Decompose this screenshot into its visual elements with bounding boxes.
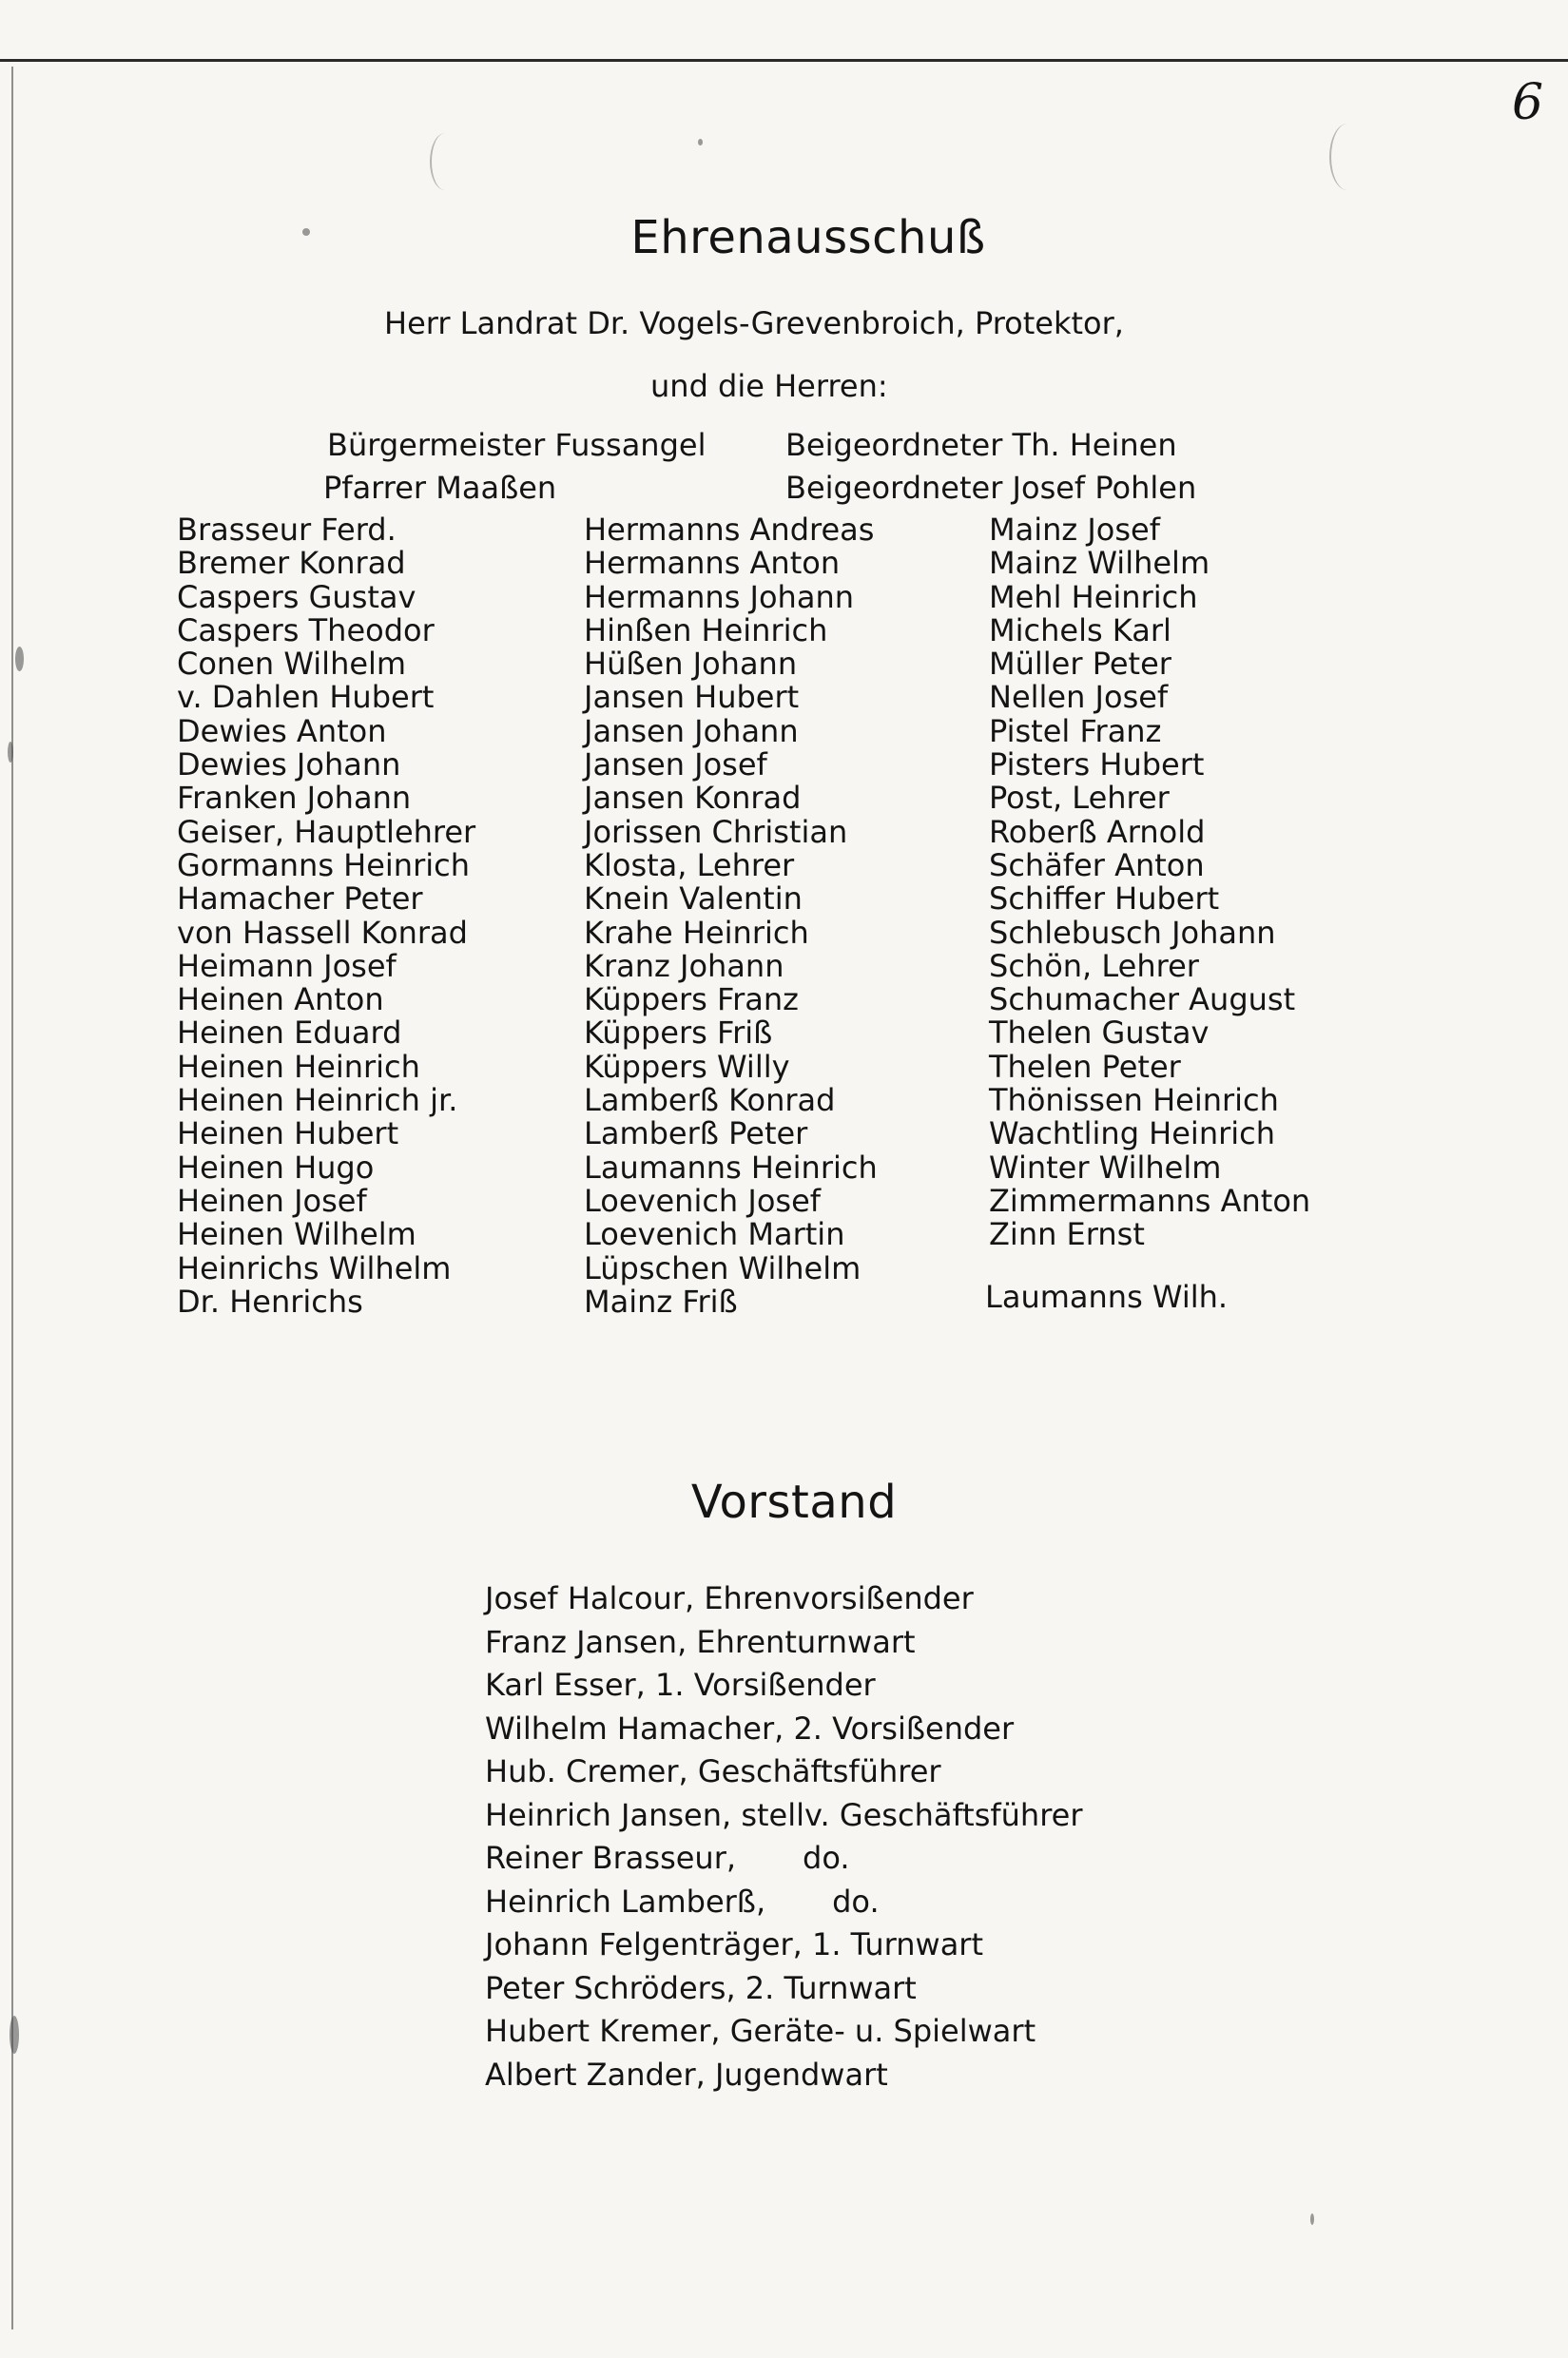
member-column-3 bbox=[989, 513, 1310, 1252]
member-name: Krahe Heinrich bbox=[584, 914, 809, 951]
member-name: Conen Wilhelm bbox=[177, 646, 407, 683]
member-name: Hamacher Peter bbox=[177, 880, 423, 918]
board-list bbox=[485, 1577, 1083, 2097]
dignitary: Bürgermeister Fussangel bbox=[327, 427, 707, 463]
member-name: Mehl Heinrich bbox=[989, 578, 1198, 615]
member-name: Heinen Wilhelm bbox=[177, 1216, 416, 1253]
board-member-name: Heinrich Lamberß, bbox=[485, 1883, 766, 1920]
member-name: von Hassell Konrad bbox=[177, 914, 468, 951]
member-name: Müller Peter bbox=[989, 646, 1171, 683]
member-name: Küppers Friß bbox=[584, 1015, 773, 1052]
member-name: Hermanns Anton bbox=[584, 545, 841, 582]
member-name: Mainz Josef bbox=[989, 512, 1160, 548]
member-name: Heinen Hubert bbox=[177, 1115, 399, 1152]
board-member-role: 2. Vorsißender bbox=[793, 1710, 1015, 1747]
board-title: Vorstand bbox=[690, 1476, 898, 1529]
member-name: Hinßen Heinrich bbox=[584, 611, 828, 648]
member-name: Knein Valentin bbox=[584, 880, 803, 918]
board-member-role: 1. Turnwart bbox=[811, 1926, 983, 1962]
member-name: Schön, Lehrer bbox=[989, 947, 1199, 984]
left-edge-rule bbox=[11, 67, 13, 2329]
page-number: 6 bbox=[1512, 74, 1544, 131]
member-name: Küppers Franz bbox=[584, 981, 799, 1018]
board-member-name: Josef Halcour, bbox=[485, 1580, 695, 1616]
member-name: Schäfer Anton bbox=[989, 846, 1205, 883]
board-member bbox=[485, 1664, 1083, 1708]
board-member bbox=[485, 1577, 1083, 1621]
member-name: Schlebusch Johann bbox=[989, 914, 1276, 951]
member-name: Jansen Hubert bbox=[584, 679, 800, 716]
dignitary: Pfarrer Maaßen bbox=[323, 470, 557, 506]
scan-arc bbox=[430, 133, 460, 190]
board-member-role: Geräte- u. Spielwart bbox=[729, 2013, 1036, 2049]
board-member bbox=[485, 1794, 1083, 1838]
board-member bbox=[485, 1621, 1083, 1665]
member-name: Zinn Ernst bbox=[989, 1216, 1145, 1253]
member-name: Thönissen Heinrich bbox=[989, 1082, 1279, 1119]
protector-line: Herr Landrat Dr. Vogels-Grevenbroich, Protektor, bbox=[384, 305, 1124, 341]
member-name: Brasseur Ferd. bbox=[177, 512, 397, 548]
board-member bbox=[485, 1881, 1083, 1924]
member-name: Wachtling Heinrich bbox=[989, 1115, 1276, 1152]
board-member bbox=[485, 2054, 1083, 2097]
board-member-role: Jugendwart bbox=[714, 2056, 888, 2093]
member-name: Heinen Anton bbox=[177, 981, 384, 1018]
member-name: Michels Karl bbox=[989, 611, 1171, 648]
board-member-name: Karl Esser, bbox=[485, 1667, 646, 1703]
board-member-name: Heinrich Jansen, bbox=[485, 1796, 732, 1833]
member-name: Thelen Gustav bbox=[989, 1015, 1210, 1052]
scan-speck bbox=[10, 2016, 19, 2054]
member-name: Heinen Eduard bbox=[177, 1015, 402, 1052]
member-name: Franken Johann bbox=[177, 780, 412, 817]
member-name: Hermanns Johann bbox=[584, 578, 854, 615]
member-name: Jansen Konrad bbox=[584, 780, 802, 817]
member-name: Dewies Anton bbox=[177, 712, 387, 749]
member-column-2 bbox=[584, 513, 878, 1319]
member-name: Heimann Josef bbox=[177, 947, 397, 984]
member-name: Winter Wilhelm bbox=[989, 1149, 1222, 1186]
board-member-name: Hubert Kremer, bbox=[485, 2013, 721, 2049]
member-name: Lüpschen Wilhelm bbox=[584, 1249, 861, 1286]
member-name: Geiser, Hauptlehrer bbox=[177, 813, 476, 850]
member-name: Heinen Josef bbox=[177, 1182, 367, 1219]
member-name: Heinen Heinrich jr. bbox=[177, 1082, 458, 1119]
board-member bbox=[485, 1837, 1083, 1881]
board-member-name: Peter Schröders, bbox=[485, 1969, 736, 2006]
member-name: Mainz Friß bbox=[584, 1283, 738, 1320]
member-name: Schumacher August bbox=[989, 981, 1296, 1018]
member-name: v. Dahlen Hubert bbox=[177, 679, 435, 716]
board-member-role: stellv. Geschäftsführer bbox=[741, 1796, 1083, 1833]
scan-speck bbox=[698, 139, 703, 145]
member-name: Roberß Arnold bbox=[989, 813, 1206, 850]
intro-line: und die Herren: bbox=[650, 368, 888, 404]
member-name: Hüßen Johann bbox=[584, 646, 798, 683]
member-name: Hermanns Andreas bbox=[584, 512, 875, 548]
top-edge-rule bbox=[0, 59, 1568, 62]
member-name: Nellen Josef bbox=[989, 679, 1169, 716]
member-name: Zimmermanns Anton bbox=[989, 1182, 1311, 1219]
board-member-role: 2. Turnwart bbox=[745, 1969, 917, 2006]
scan-arc bbox=[1329, 124, 1365, 190]
board-member bbox=[485, 1750, 1083, 1794]
member-name: Klosta, Lehrer bbox=[584, 846, 795, 883]
honorary-committee-title: Ehrenausschuß bbox=[630, 211, 986, 264]
member-name: Thelen Peter bbox=[989, 1048, 1181, 1085]
board-member-name: Reiner Brasseur, bbox=[485, 1840, 737, 1876]
member-name: Dewies Johann bbox=[177, 746, 401, 783]
member-name: Lamberß Konrad bbox=[584, 1082, 836, 1119]
dignitary: Beigeordneter Th. Heinen bbox=[785, 427, 1177, 463]
board-member-role: do. bbox=[803, 1840, 850, 1876]
board-member bbox=[485, 1708, 1083, 1751]
member-name: Pistel Franz bbox=[989, 712, 1162, 749]
dignitary: Beigeordneter Josef Pohlen bbox=[785, 470, 1197, 506]
member-name: Jansen Johann bbox=[584, 712, 799, 749]
board-member-role: do. bbox=[832, 1883, 880, 1920]
board-member bbox=[485, 2010, 1083, 2054]
member-name: Pisters Hubert bbox=[989, 746, 1205, 783]
member-name: Bremer Konrad bbox=[177, 545, 406, 582]
member-name: Laumanns Wilh. bbox=[985, 1279, 1229, 1315]
member-name: Kranz Johann bbox=[584, 947, 784, 984]
member-name: Heinrichs Wilhelm bbox=[177, 1249, 452, 1286]
member-name: Loevenich Josef bbox=[584, 1182, 822, 1219]
member-name: Heinen Hugo bbox=[177, 1149, 375, 1186]
member-name: Jorissen Christian bbox=[584, 813, 848, 850]
member-name: Laumanns Heinrich bbox=[584, 1149, 878, 1186]
member-name: Jansen Josef bbox=[584, 746, 767, 783]
member-name: Küppers Willy bbox=[584, 1048, 790, 1085]
member-name: Lamberß Peter bbox=[584, 1115, 808, 1152]
board-member bbox=[485, 1967, 1083, 2011]
scan-speck bbox=[15, 647, 24, 671]
board-member-role: 1. Vorsißender bbox=[655, 1667, 876, 1703]
member-column-1 bbox=[177, 513, 475, 1319]
member-name: Schiffer Hubert bbox=[989, 880, 1220, 918]
member-name: Gormanns Heinrich bbox=[177, 846, 470, 883]
member-name: Mainz Wilhelm bbox=[989, 545, 1210, 582]
scan-speck bbox=[1310, 2213, 1314, 2225]
board-member-name: Albert Zander, bbox=[485, 2056, 706, 2093]
member-name: Caspers Theodor bbox=[177, 611, 435, 648]
board-member-role: Geschäftsführer bbox=[697, 1753, 941, 1789]
board-member-name: Johann Felgenträger, bbox=[485, 1926, 803, 1962]
member-name: Dr. Henrichs bbox=[177, 1283, 363, 1320]
board-member bbox=[485, 1923, 1083, 1967]
board-member-name: Hub. Cremer, bbox=[485, 1753, 688, 1789]
board-member-role: Ehrenturnwart bbox=[696, 1623, 916, 1660]
member-name: Post, Lehrer bbox=[989, 780, 1170, 817]
member-name: Heinen Heinrich bbox=[177, 1048, 420, 1085]
board-member-name: Franz Jansen, bbox=[485, 1623, 687, 1660]
member-name: Caspers Gustav bbox=[177, 578, 416, 615]
scan-speck bbox=[8, 742, 13, 763]
board-member-role: Ehrenvorsißender bbox=[704, 1580, 974, 1616]
member-name: Loevenich Martin bbox=[584, 1216, 845, 1253]
board-member-name: Wilhelm Hamacher, bbox=[485, 1710, 784, 1747]
